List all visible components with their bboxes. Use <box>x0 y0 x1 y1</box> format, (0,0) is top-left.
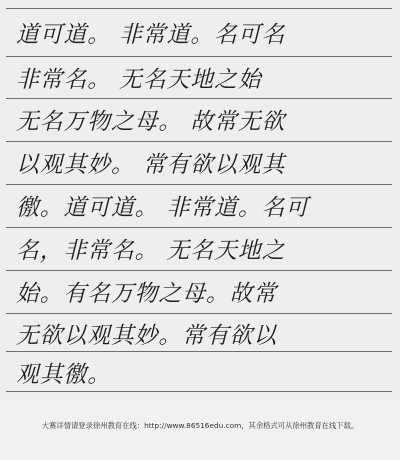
ruled-line <box>6 227 392 228</box>
handwritten-line: 无名万物之母。 故常无欲 <box>16 109 286 135</box>
handwritten-line: 徼。道可道。 非常道。名可 <box>16 195 310 221</box>
footer <box>0 400 400 460</box>
lined-writing-area <box>6 8 392 392</box>
ruled-line <box>6 270 392 271</box>
handwritten-line: 道可道。 非常道。名可名 <box>16 22 286 48</box>
ruled-line <box>6 56 392 57</box>
ruled-line <box>6 184 392 185</box>
ruled-line <box>6 391 392 392</box>
ruled-line <box>6 351 392 352</box>
handwritten-line: 观其徼。 <box>16 362 111 388</box>
handwritten-line: 非常名。 无名天地之始 <box>16 67 262 93</box>
ruled-line <box>6 141 392 142</box>
handwritten-line: 无欲以观其妙。常有欲以 <box>16 323 278 349</box>
footer-note: 大赛详情请登录徐州教育在线：http://www.86516edu.com，其余格式可从徐州教育在线下载。 <box>41 421 359 430</box>
ruled-line <box>6 8 392 9</box>
handwritten-line: 名，非常名。 无名天地之 <box>16 238 286 264</box>
handwritten-line: 以观其妙。 常有欲以观其 <box>16 152 286 178</box>
handwritten-line: 始。有名万物之母。故常 <box>16 281 278 307</box>
ruled-line <box>6 98 392 99</box>
ruled-line <box>6 313 392 314</box>
